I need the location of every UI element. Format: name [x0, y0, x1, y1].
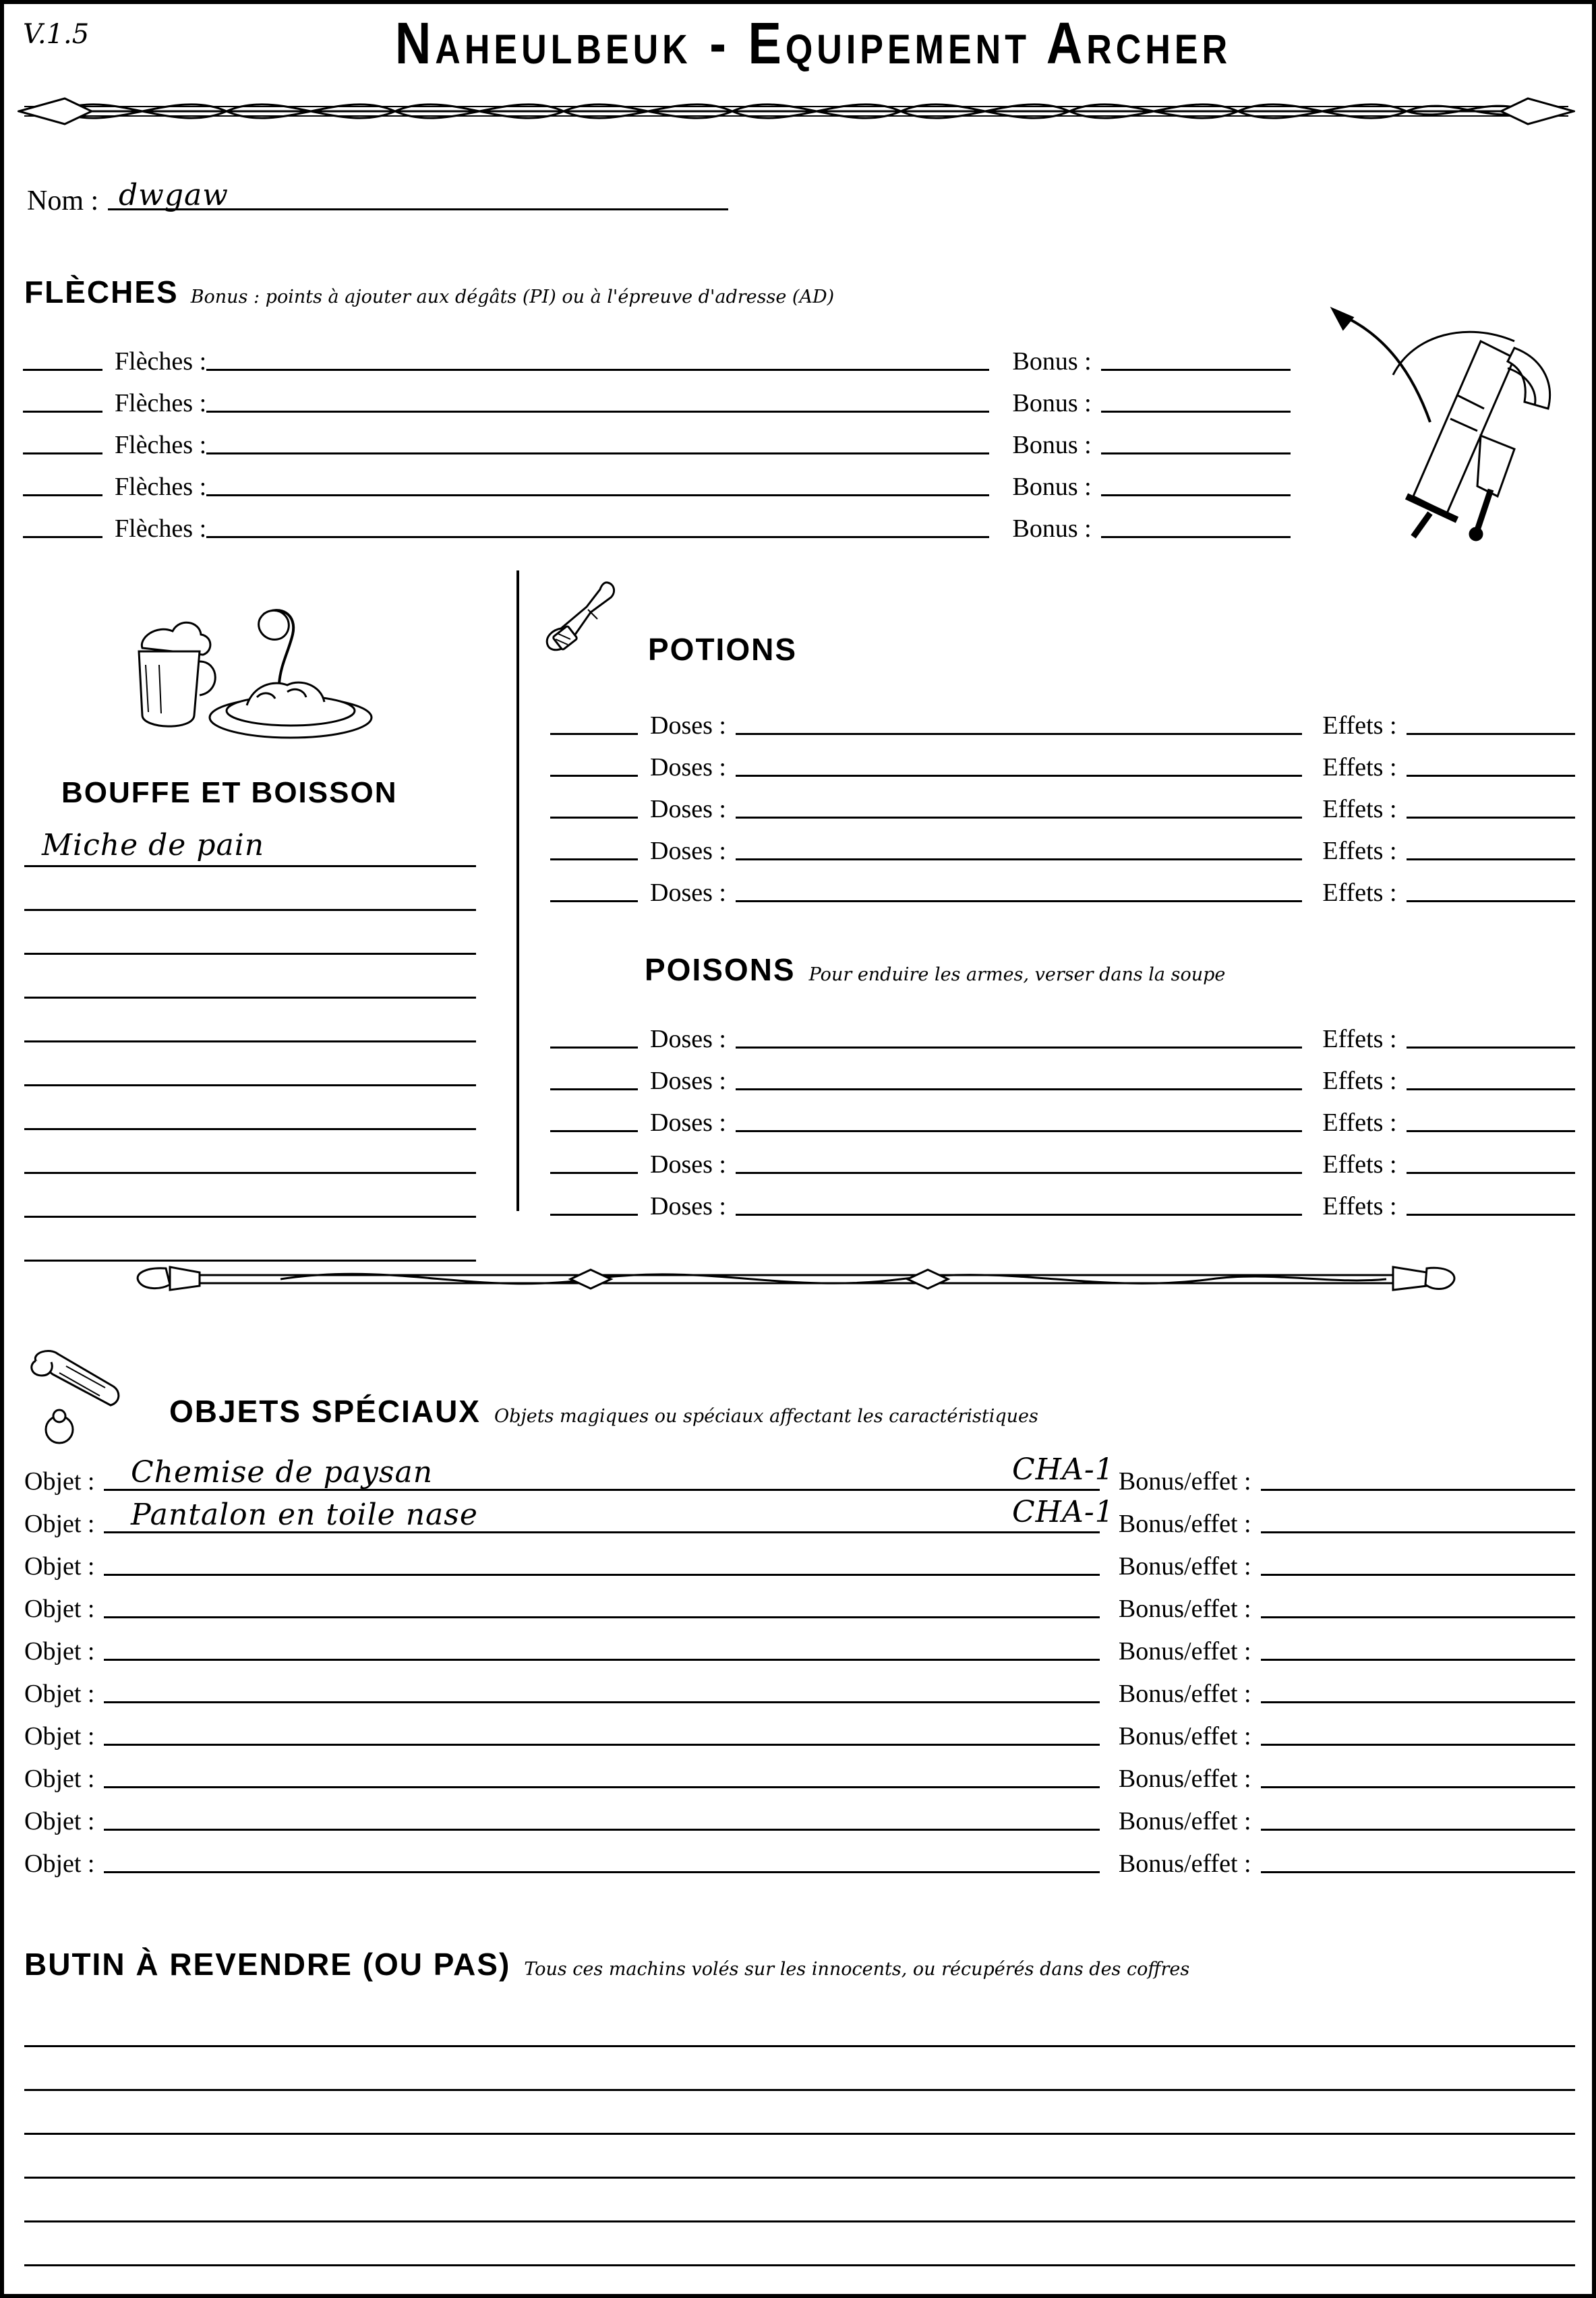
objets-title: OBJETS SPÉCIAUX: [169, 1394, 481, 1429]
objet-name-input[interactable]: [104, 1616, 1099, 1618]
fleches-bonus-input[interactable]: [1101, 452, 1291, 454]
objet-name-input[interactable]: [104, 1574, 1099, 1576]
poison-name-input[interactable]: [736, 1130, 1302, 1132]
butin-line-input[interactable]: [24, 2179, 1575, 2222]
potion-doses-input[interactable]: [550, 775, 638, 777]
objet-bonus-label: Bonus/effet :: [1118, 1552, 1251, 1581]
potion-name-input[interactable]: [736, 817, 1302, 819]
objet-bonus-input[interactable]: [1261, 1829, 1575, 1831]
fleches-name-input[interactable]: [206, 411, 989, 413]
poisons-rows: [550, 1012, 1575, 1221]
objet-bonus-label: Bonus/effet :: [1118, 1467, 1251, 1496]
potion-doses-label: Doses :: [650, 753, 726, 782]
objet-bonus-input[interactable]: [1261, 1744, 1575, 1746]
poison-name-input[interactable]: [736, 1047, 1302, 1049]
poison-effect-label: Effets :: [1322, 1067, 1397, 1095]
sheet-version: V.1.5: [23, 19, 90, 50]
bouffe-line-input[interactable]: [24, 867, 476, 911]
poison-effect-label: Effets :: [1322, 1192, 1397, 1220]
poison-effect-input[interactable]: [1407, 1047, 1575, 1049]
name-value: dwgaw: [119, 178, 229, 212]
fleches-row: [23, 418, 1291, 460]
bouffe-line-input[interactable]: [24, 955, 476, 999]
fleches-name-input[interactable]: [206, 452, 989, 454]
bouffe-line-input[interactable]: [24, 911, 476, 955]
potion-effect-input[interactable]: [1407, 817, 1575, 819]
potion-name-input[interactable]: [736, 900, 1302, 902]
bouffe-line-input[interactable]: [24, 1086, 476, 1130]
butin-line-input[interactable]: [24, 2003, 1575, 2047]
butin-lines: [24, 2003, 1575, 2298]
poison-effect-input[interactable]: [1407, 1088, 1575, 1090]
objet-name-value: Chemise de paysan: [131, 1455, 434, 1490]
poison-effect-label: Effets :: [1322, 1150, 1397, 1179]
bouffe-line-input[interactable]: [24, 1130, 476, 1174]
objet-bonus-input[interactable]: [1261, 1616, 1575, 1618]
fleches-note: Bonus : points à ajouter aux dégâts (PI) ou à l'épreuve d'adresse (AD): [190, 287, 835, 307]
fleches-count-input[interactable]: [23, 411, 102, 413]
poison-doses-label: Doses :: [650, 1067, 726, 1095]
bouffe-line-input[interactable]: [24, 1174, 476, 1218]
objet-bonus-label: Bonus/effet :: [1118, 1807, 1251, 1835]
spear-banner-icon: [18, 84, 1575, 139]
poison-doses-label: Doses :: [650, 1192, 726, 1220]
objet-bonus-input[interactable]: [1261, 1531, 1575, 1533]
butin-line-input[interactable]: [24, 2135, 1575, 2179]
potion-effect-input[interactable]: [1407, 733, 1575, 735]
objet-label: Objet :: [24, 1765, 95, 1793]
objet-row: [24, 1836, 1575, 1879]
fleches-bonus-label: Bonus :: [1012, 431, 1092, 459]
potion-doses-label: Doses :: [650, 795, 726, 823]
poison-name-input[interactable]: [736, 1172, 1302, 1174]
bouffe-lines: [24, 823, 476, 1262]
objet-row: [24, 1794, 1575, 1836]
potion-name-input[interactable]: [736, 775, 1302, 777]
objet-row: [24, 1666, 1575, 1709]
fleches-bonus-input[interactable]: [1101, 494, 1291, 496]
butin-line-input[interactable]: [24, 2091, 1575, 2135]
objet-row: [24, 1624, 1575, 1666]
fleches-row-label: Flèches :: [115, 431, 207, 459]
name-label: Nom :: [27, 185, 99, 216]
poison-name-input[interactable]: [736, 1214, 1302, 1216]
potion-bottle-icon: [543, 577, 631, 665]
objet-bonus-value: CHA-1: [1012, 1452, 1115, 1487]
poison-row: [550, 1054, 1575, 1096]
objet-bonus-label: Bonus/effet :: [1118, 1722, 1251, 1750]
poison-row: [550, 1096, 1575, 1138]
magic-staff-divider-icon: [125, 1255, 1460, 1302]
objet-name-value: Pantalon en toile nase: [131, 1498, 478, 1532]
potion-row: [550, 782, 1575, 824]
potion-doses-label: Doses :: [650, 837, 726, 865]
objet-label: Objet :: [24, 1595, 95, 1623]
fleches-title: FLÈCHES: [24, 274, 179, 310]
potion-effect-label: Effets :: [1322, 879, 1397, 907]
fleches-bonus-label: Bonus :: [1012, 389, 1092, 417]
fleches-row-label: Flèches :: [115, 473, 207, 501]
objet-bonus-input[interactable]: [1261, 1871, 1575, 1873]
objet-bonus-value: CHA-1: [1012, 1495, 1115, 1529]
fleches-row: [23, 376, 1291, 418]
objet-bonus-label: Bonus/effet :: [1118, 1637, 1251, 1666]
objet-label: Objet :: [24, 1510, 95, 1538]
objet-bonus-input[interactable]: [1261, 1659, 1575, 1661]
poison-doses-label: Doses :: [650, 1025, 726, 1053]
poison-row: [550, 1138, 1575, 1179]
potion-row: [550, 866, 1575, 908]
scroll-and-ring-icon: [19, 1346, 160, 1454]
objet-name-input[interactable]: [104, 1871, 1099, 1873]
bouffe-line-value: Miche de pain: [42, 828, 265, 862]
objet-bonus-label: Bonus/effet :: [1118, 1850, 1251, 1878]
objet-row: [24, 1581, 1575, 1624]
poison-effect-label: Effets :: [1322, 1025, 1397, 1053]
poisons-title: POISONS: [645, 952, 796, 987]
objet-row: [24, 1709, 1575, 1751]
butin-heading: [24, 1946, 1189, 1982]
fleches-name-input[interactable]: [206, 536, 989, 538]
objet-row: [24, 1751, 1575, 1794]
objet-row: [24, 1539, 1575, 1581]
poison-effect-input[interactable]: [1407, 1172, 1575, 1174]
fleches-row-label: Flèches :: [115, 347, 207, 376]
bouffe-title: BOUFFE ET BOISSON: [61, 776, 398, 809]
objet-label: Objet :: [24, 1722, 95, 1750]
objet-bonus-input[interactable]: [1261, 1574, 1575, 1576]
fleches-bonus-input[interactable]: [1101, 411, 1291, 413]
potion-effect-input[interactable]: [1407, 775, 1575, 777]
potion-row: [550, 824, 1575, 866]
page-title: Naheulbeuk - Equipement Archer: [394, 10, 1232, 77]
fleches-count-input[interactable]: [23, 536, 102, 538]
potion-doses-input[interactable]: [550, 858, 638, 860]
poison-row: [550, 1179, 1575, 1221]
fleches-bonus-label: Bonus :: [1012, 347, 1092, 376]
objets-note: Objets magiques ou spéciaux affectant les caractéristiques: [494, 1406, 1038, 1427]
butin-note: Tous ces machins volés sur les innocents, ou récupérés dans des coffres: [524, 1959, 1190, 1980]
butin-line-input[interactable]: [24, 2222, 1575, 2266]
objet-name-input[interactable]: [104, 1659, 1099, 1661]
potion-doses-input[interactable]: [550, 733, 638, 735]
potion-doses-input[interactable]: [550, 817, 638, 819]
fleches-count-input[interactable]: [23, 494, 102, 496]
potion-effect-input[interactable]: [1407, 858, 1575, 860]
poison-doses-label: Doses :: [650, 1109, 726, 1137]
fleches-rows: [23, 334, 1291, 543]
bouffe-line-input[interactable]: [24, 999, 476, 1042]
objet-label: Objet :: [24, 1850, 95, 1878]
objet-name-input[interactable]: [104, 1744, 1099, 1746]
poison-doses-input[interactable]: [550, 1214, 638, 1216]
fleches-row-label: Flèches :: [115, 514, 207, 543]
fleches-bonus-label: Bonus :: [1012, 473, 1092, 501]
objet-name-input[interactable]: [104, 1701, 1099, 1703]
objet-bonus-input[interactable]: [1261, 1489, 1575, 1491]
poisons-note: Pour enduire les armes, verser dans la soupe: [808, 964, 1226, 985]
poison-doses-input[interactable]: [550, 1130, 638, 1132]
poison-doses-input[interactable]: [550, 1047, 638, 1049]
poison-name-input[interactable]: [736, 1088, 1302, 1090]
objet-bonus-input[interactable]: [1261, 1786, 1575, 1788]
objet-bonus-label: Bonus/effet :: [1118, 1595, 1251, 1623]
poisons-heading: [645, 951, 1225, 988]
potions-rows: [550, 699, 1575, 908]
potion-effect-label: Effets :: [1322, 711, 1397, 740]
potion-effect-input[interactable]: [1407, 900, 1575, 902]
objet-bonus-label: Bonus/effet :: [1118, 1510, 1251, 1538]
poison-doses-input[interactable]: [550, 1088, 638, 1090]
potion-name-input[interactable]: [736, 733, 1302, 735]
fleches-name-input[interactable]: [206, 494, 989, 496]
objet-bonus-input[interactable]: [1261, 1701, 1575, 1703]
fleches-heading: [24, 274, 834, 310]
bouffe-line-input[interactable]: [24, 1042, 476, 1086]
potion-row: [550, 740, 1575, 782]
potion-doses-label: Doses :: [650, 711, 726, 740]
fleches-row: [23, 502, 1291, 543]
fleches-name-input[interactable]: [206, 369, 989, 371]
objet-label: Objet :: [24, 1637, 95, 1666]
section-divider: [516, 570, 519, 1211]
objet-label: Objet :: [24, 1467, 95, 1496]
objet-name-input[interactable]: [104, 1786, 1099, 1788]
objet-label: Objet :: [24, 1807, 95, 1835]
potion-effect-label: Effets :: [1322, 753, 1397, 782]
objets-heading: [169, 1393, 1038, 1430]
fleches-row: [23, 460, 1291, 502]
potion-doses-input[interactable]: [550, 900, 638, 902]
objet-label: Objet :: [24, 1552, 95, 1581]
fleches-row-label: Flèches :: [115, 389, 207, 417]
butin-line-input[interactable]: [24, 2047, 1575, 2091]
fleches-count-input[interactable]: [23, 452, 102, 454]
potion-doses-label: Doses :: [650, 879, 726, 907]
poison-effect-input[interactable]: [1407, 1130, 1575, 1132]
butin-title: BUTIN À REVENDRE (OU PAS): [24, 1947, 511, 1982]
fleches-bonus-input[interactable]: [1101, 536, 1291, 538]
butin-line-input[interactable]: [24, 2266, 1575, 2298]
food-and-drink-icon: [119, 584, 409, 753]
crossed-weapons-icon: [1312, 294, 1568, 543]
poison-row: [550, 1012, 1575, 1054]
poison-doses-label: Doses :: [650, 1150, 726, 1179]
potions-title: POTIONS: [648, 632, 798, 667]
fleches-bonus-input[interactable]: [1101, 369, 1291, 371]
poison-effect-input[interactable]: [1407, 1214, 1575, 1216]
potion-effect-label: Effets :: [1322, 837, 1397, 865]
fleches-count-input[interactable]: [23, 369, 102, 371]
objet-bonus-label: Bonus/effet :: [1118, 1765, 1251, 1793]
potion-row: [550, 699, 1575, 740]
objet-name-input[interactable]: [104, 1829, 1099, 1831]
objet-label: Objet :: [24, 1680, 95, 1708]
potion-name-input[interactable]: [736, 858, 1302, 860]
fleches-row: [23, 334, 1291, 376]
potion-effect-label: Effets :: [1322, 795, 1397, 823]
poison-doses-input[interactable]: [550, 1172, 638, 1174]
poison-effect-label: Effets :: [1322, 1109, 1397, 1137]
fleches-bonus-label: Bonus :: [1012, 514, 1092, 543]
objet-bonus-label: Bonus/effet :: [1118, 1680, 1251, 1708]
